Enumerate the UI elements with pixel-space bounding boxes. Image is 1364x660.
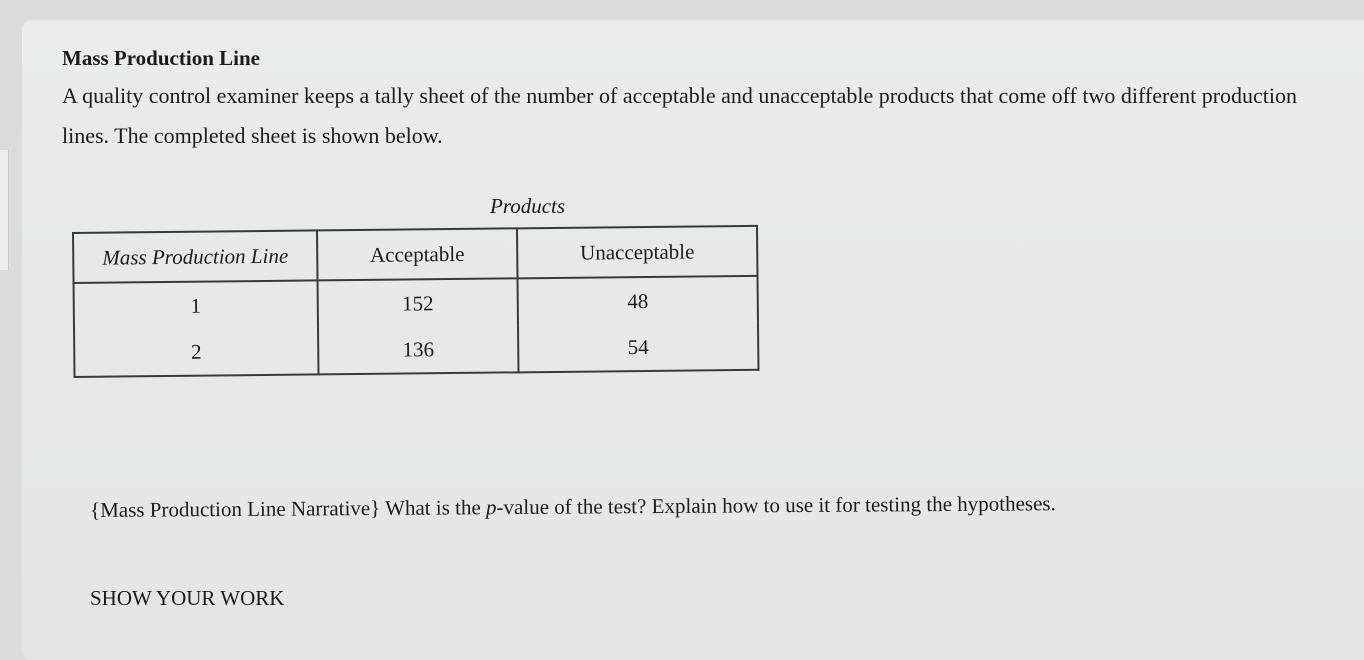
show-work-instruction: SHOW YOUR WORK — [90, 586, 285, 610]
question-suffix: -value of the test? Explain how to use it for testing the hypotheses. — [496, 491, 1056, 520]
question-prefix: {Mass Production Line Narrative} What is the — [90, 495, 487, 522]
cell-line: 2 — [74, 327, 318, 377]
table-group-header: Products — [490, 194, 566, 218]
cell-line: 1 — [74, 280, 318, 330]
problem-description: A quality control examiner keeps a tally sheet of the number of acceptable and unacceptable products that come off two different production lines. The completed sheet is shown below. — [62, 83, 1298, 148]
header-mass-production-line: Mass Production Line — [73, 230, 318, 283]
cell-acceptable: 136 — [318, 325, 518, 374]
header-unacceptable: Unacceptable — [517, 226, 758, 279]
problem-title: Mass Production Line — [62, 46, 260, 70]
table-row — [74, 323, 758, 377]
table-header-row — [73, 226, 757, 283]
cell-unacceptable: 48 — [518, 276, 758, 326]
table-row — [74, 276, 758, 330]
cell-unacceptable: 54 — [518, 323, 758, 373]
tally-table — [72, 225, 759, 378]
left-edge-tab — [0, 150, 9, 270]
question-variable: p — [485, 495, 497, 520]
cell-acceptable: 152 — [318, 278, 518, 327]
header-acceptable: Acceptable — [317, 228, 518, 280]
